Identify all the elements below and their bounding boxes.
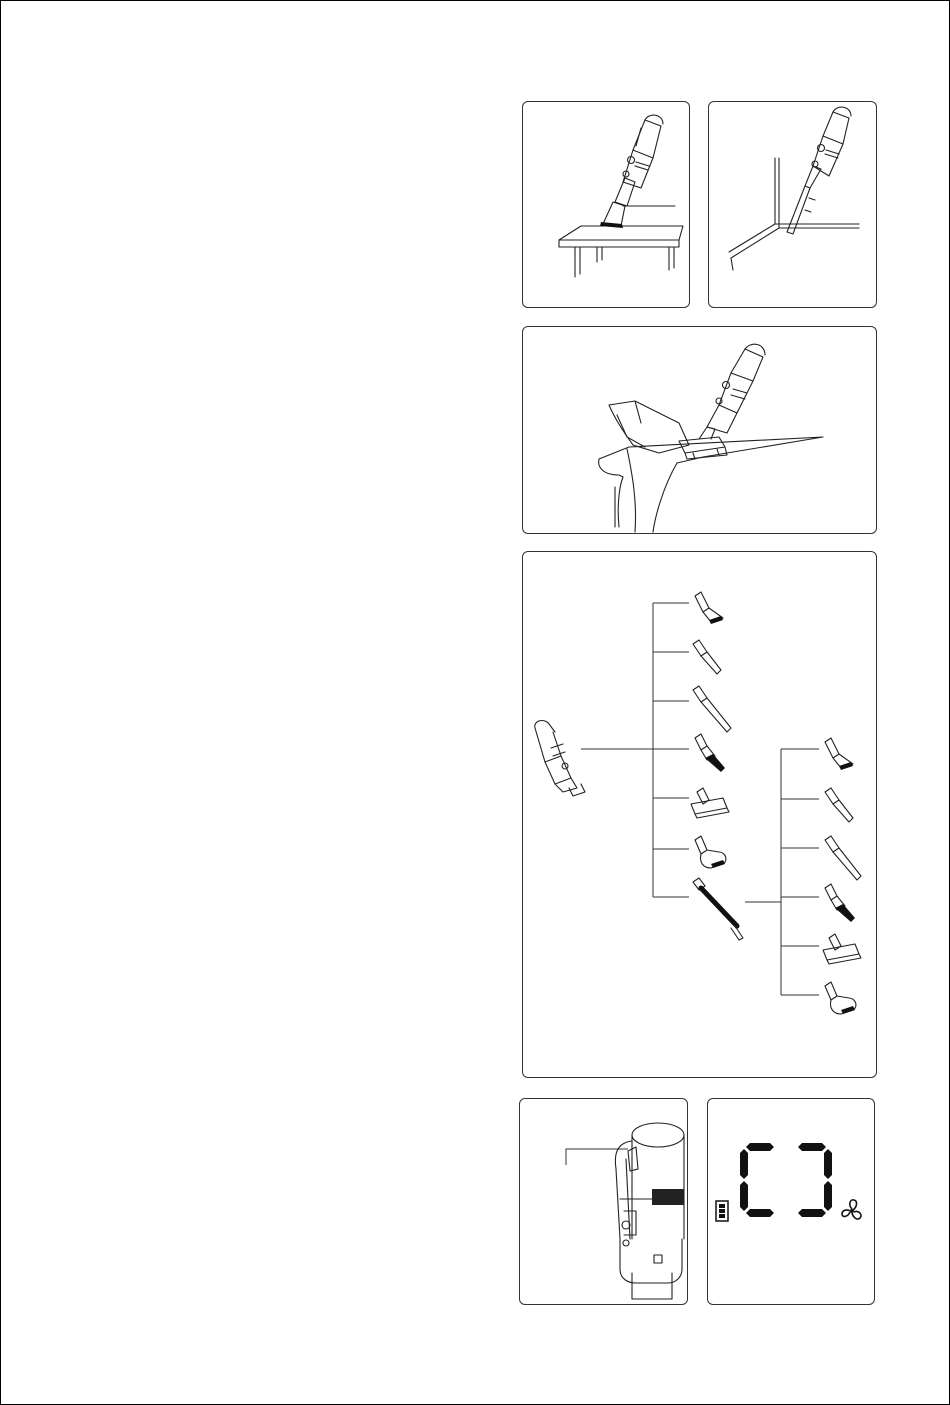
display-figure: [707, 1098, 875, 1305]
table-cleaning-figure: [522, 101, 690, 308]
power-button-figure: [519, 1098, 688, 1305]
fan-icon: [842, 1200, 861, 1219]
short-crevice-tool-icon: [825, 788, 853, 822]
vacuum-crevice-corner-icon: [709, 102, 877, 308]
corner-cleaning-figure: [708, 101, 877, 308]
handheld-vacuum-icon: [535, 721, 585, 796]
extension-hose-icon: [693, 878, 743, 940]
dusting-brush-icon: [825, 884, 855, 922]
mini-motorized-brush-icon: [823, 934, 861, 964]
short-crevice-tool-icon: [693, 640, 721, 674]
display-digit-c: [740, 1143, 774, 1217]
display-panel: [708, 1099, 875, 1305]
upholstery-tool-icon: [825, 982, 856, 1014]
crevice-nozzle-icon: [825, 738, 853, 770]
long-crevice-tool-icon: [825, 836, 861, 880]
mini-motorized-brush-icon: [691, 788, 729, 818]
vacuum-mattress-brush-icon: [523, 327, 877, 534]
dusting-brush-icon: [695, 734, 725, 772]
vacuum-on-table-icon: [523, 102, 690, 308]
bed-cleaning-figure: [522, 326, 877, 534]
accessory-tree-diagram: [523, 552, 877, 1078]
upholstery-tool-icon: [695, 836, 726, 868]
long-crevice-tool-icon: [693, 686, 731, 732]
crevice-nozzle-icon: [695, 592, 723, 624]
vacuum-body-with-button-icon: [520, 1099, 688, 1305]
display-digit-bracket: [798, 1143, 832, 1217]
accessory-tree-figure: [522, 551, 877, 1078]
battery-icon: [716, 1201, 728, 1221]
